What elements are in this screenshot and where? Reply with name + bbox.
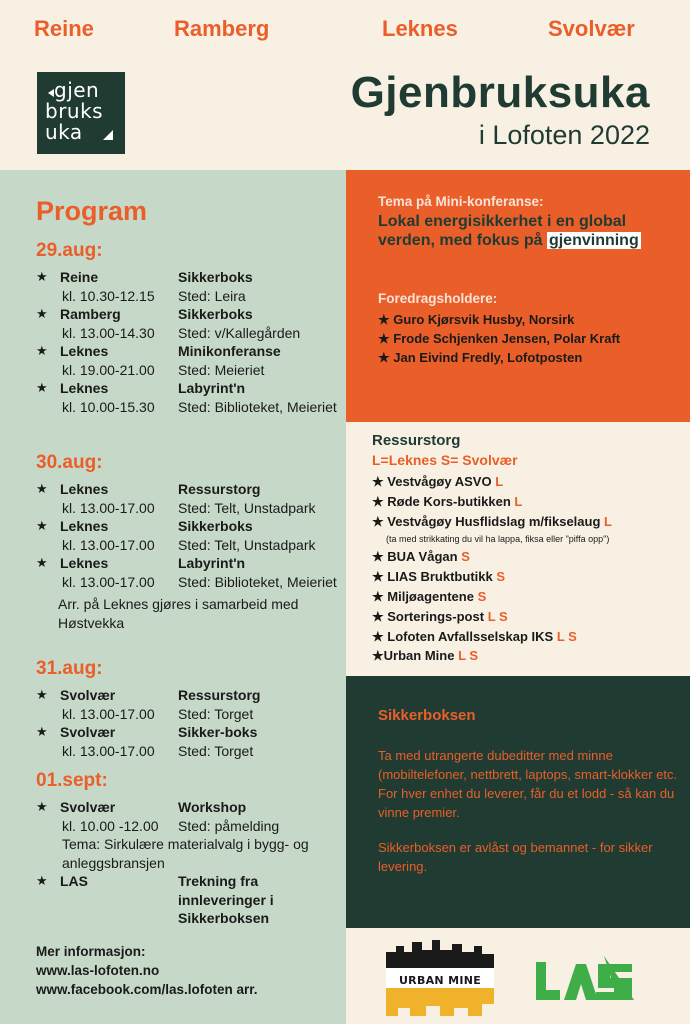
event-row	[36, 305, 348, 342]
event-town: Leknes	[60, 481, 109, 497]
day-date: 01.sept:	[36, 770, 108, 791]
page-subtitle: i Lofoten 2022	[478, 120, 650, 150]
item-tag: L	[514, 493, 523, 509]
event-town: Svolvær	[60, 799, 116, 815]
ressurstorg-title: Ressurstorg	[372, 432, 461, 449]
las-logo	[534, 950, 636, 1004]
town-reine: Reine	[34, 16, 94, 41]
event-place: Sted: Biblioteket, Meieriet	[178, 573, 337, 590]
event-time: kl. 13.00-17.00	[62, 499, 155, 516]
event-place: Sted: Meieriet	[178, 361, 265, 378]
item-tag: L S	[556, 628, 577, 644]
sikkerboksen-text-2: Sikkerboksen er avlåst og bemannet - for sikker levering.	[378, 840, 653, 874]
item-name: ★ Vestvågøy ASVO	[372, 474, 492, 489]
conference-box	[346, 170, 690, 422]
item-name: ★ Vestvågøy Husflidslag m/fikselaug	[372, 513, 601, 529]
event-row	[36, 342, 348, 379]
logo-line-3: uka	[45, 120, 83, 144]
event-time: kl. 10.00-15.30	[62, 398, 155, 415]
triangle-right-icon	[103, 130, 113, 140]
list-item	[372, 567, 612, 587]
event-place: Sted: Torget	[178, 742, 254, 759]
logo-line-1: gjen	[54, 78, 100, 102]
event-place: Sted: Telt, Unstadpark	[178, 499, 316, 516]
sikkerboksen-title: Sikkerboksen	[378, 707, 476, 724]
sikkerboksen-box	[346, 676, 690, 928]
day-31-aug	[36, 658, 348, 760]
event-town: Reine	[60, 269, 99, 285]
list-item	[372, 646, 612, 666]
event-what: Labyrint'n	[178, 380, 246, 396]
list-item	[372, 512, 612, 532]
event-town: LAS	[60, 873, 88, 889]
event-row	[36, 723, 348, 760]
star-icon: ★	[36, 555, 48, 570]
sikkerboksen-text: Ta med utrangerte dubeditter med minne (mobiltelefoner, nettbrett, laptops, smart-klokker etc. For hver enhet du leverer, får du et lodd - så kan du vinne premier.	[378, 748, 678, 820]
speaker-list	[378, 310, 620, 367]
item-name: ★ Røde Kors-butikken	[372, 493, 511, 509]
list-item	[372, 607, 612, 627]
speakers-label: Foredragsholdere:	[378, 291, 498, 306]
day-01-sept	[36, 770, 356, 928]
star-icon: ★	[36, 799, 48, 814]
event-row	[36, 268, 348, 305]
item-tag: L S	[458, 648, 479, 664]
event-row	[36, 686, 348, 723]
item-name: ★ LIAS Bruktbutikk	[372, 569, 493, 585]
event-row	[36, 379, 348, 416]
item-name: ★ Lofoten Avfallsselskap IKS	[372, 628, 554, 644]
item-tag: S	[477, 588, 487, 604]
theme-label: Tema på Mini-konferanse:	[378, 194, 544, 209]
day-30-aug	[36, 452, 348, 632]
town-leknes: Leknes	[382, 16, 458, 41]
event-row	[36, 517, 348, 554]
list-item	[372, 587, 612, 607]
star-icon: ★	[36, 481, 48, 496]
list-item	[372, 472, 612, 492]
star-icon: ★	[36, 306, 48, 321]
item-name: ★ BUA Vågan	[372, 549, 458, 565]
star-icon: ★	[36, 724, 48, 739]
gjenbruksuka-logo	[37, 72, 125, 154]
day-note: Tema: Sirkulære materialvalg i bygg- og anleggsbransjen	[62, 836, 309, 871]
event-row	[36, 798, 356, 835]
theme-highlight: gjenvinning	[548, 232, 639, 249]
triangle-left-icon	[48, 89, 54, 97]
event-town: Svolvær	[60, 724, 116, 740]
speaker-item: ★ Guro Kjørsvik Husby, Norsirk	[378, 312, 575, 327]
ressurstorg-list	[372, 472, 612, 666]
info-link-facebook[interactable]: www.facebook.com/las.lofoten arr.	[36, 982, 258, 997]
event-time: kl. 13.00-17.00	[62, 573, 155, 590]
urban-mine-label: URBAN MINE	[398, 974, 482, 987]
event-what: Ressurstorg	[178, 481, 261, 497]
day-note: Arr. på Leknes gjøres i samarbeid med Høstvekka	[58, 596, 299, 631]
event-what: Sikker-boks	[178, 724, 258, 740]
town-ramberg: Ramberg	[174, 16, 270, 41]
logo-line-2: bruks	[45, 99, 104, 123]
day-date: 31.aug:	[36, 658, 103, 679]
item-tag: S	[496, 569, 506, 585]
info-link-website[interactable]: www.las-lofoten.no	[36, 963, 160, 978]
ressurstorg-legend: L=Leknes S= Svolvær	[372, 452, 518, 468]
day-29-aug	[36, 240, 348, 416]
item-name: ★ Sorterings-post	[372, 608, 485, 624]
star-icon: ★	[36, 518, 48, 533]
event-time: kl. 13.00-14.30	[62, 324, 155, 341]
event-time: kl. 19.00-21.00	[62, 361, 155, 378]
star-icon: ★	[36, 873, 48, 888]
event-place: Sted: Biblioteket, Meieriet	[178, 398, 337, 415]
event-what: Ressurstorg	[178, 687, 261, 703]
item-tag: S	[461, 549, 470, 565]
item-tag: L	[604, 513, 612, 529]
event-row	[36, 872, 356, 928]
event-place: Sted: Leira	[178, 287, 246, 304]
event-what: Workshop	[178, 799, 247, 815]
item-tag: L	[495, 474, 504, 489]
list-item	[372, 492, 612, 512]
star-icon: ★	[36, 269, 48, 284]
info-label: Mer informasjon:	[36, 944, 146, 959]
event-time: kl. 10.00 -12.00	[62, 817, 159, 834]
husflid-note: (ta med strikkating du vil ha lappa, fiksa eller "piffa opp")	[386, 534, 610, 545]
event-row	[36, 554, 348, 591]
more-info	[36, 942, 258, 999]
event-time: kl. 13.00-17.00	[62, 705, 155, 722]
event-time: kl. 13.00-17.00	[62, 742, 155, 759]
town-svolvaer: Svolvær	[548, 16, 635, 41]
event-what: Trekning fra innleveringer i Sikkerboksen	[178, 873, 274, 926]
page-title: Gjenbruksuka	[350, 68, 650, 117]
urban-mine-logo	[382, 938, 498, 1018]
star-icon: ★	[36, 687, 48, 702]
event-row	[36, 480, 348, 517]
theme-main: Lokal energisikkerhet i en global verden, med fokus på	[378, 213, 627, 249]
ressurstorg-box	[346, 422, 690, 676]
list-item	[372, 627, 612, 647]
day-date: 30.aug:	[36, 452, 103, 473]
star-icon: ★	[36, 343, 48, 358]
event-time: kl. 10.30-12.15	[62, 287, 155, 304]
event-place: Sted: Torget	[178, 705, 254, 722]
towns-row	[0, 16, 690, 46]
event-town: Svolvær	[60, 687, 116, 703]
event-town: Leknes	[60, 518, 109, 534]
item-name: ★Urban Mine	[372, 648, 455, 664]
event-town: Leknes	[60, 380, 109, 396]
speaker-item: ★ Jan Eivind Fredly, Lofotposten	[378, 350, 583, 365]
event-what: Minikonferanse	[178, 343, 281, 359]
event-town: Leknes	[60, 343, 109, 359]
event-town: Leknes	[60, 555, 109, 571]
event-what: Sikkerboks	[178, 306, 253, 322]
event-time: kl. 13.00-17.00	[62, 536, 155, 553]
list-item	[372, 547, 612, 567]
speaker-item: ★ Frode Schjenken Jensen, Polar Kraft	[378, 331, 621, 346]
event-town: Ramberg	[60, 306, 121, 322]
event-what: Labyrint'n	[178, 555, 246, 571]
event-place: Sted: Telt, Unstadpark	[178, 536, 316, 553]
item-tag: L S	[487, 608, 508, 624]
event-what: Sikkerboks	[178, 269, 253, 285]
item-name: ★ Miljøagentene	[372, 588, 474, 604]
theme-text	[378, 212, 668, 250]
program-title: Program	[36, 196, 148, 226]
event-place: Sted: v/Kallegården	[178, 324, 301, 341]
event-place: Sted: påmelding	[178, 817, 280, 834]
day-date: 29.aug:	[36, 240, 103, 261]
las-logo-icon	[534, 950, 636, 1004]
star-icon: ★	[36, 380, 48, 395]
event-what: Sikkerboks	[178, 518, 253, 534]
